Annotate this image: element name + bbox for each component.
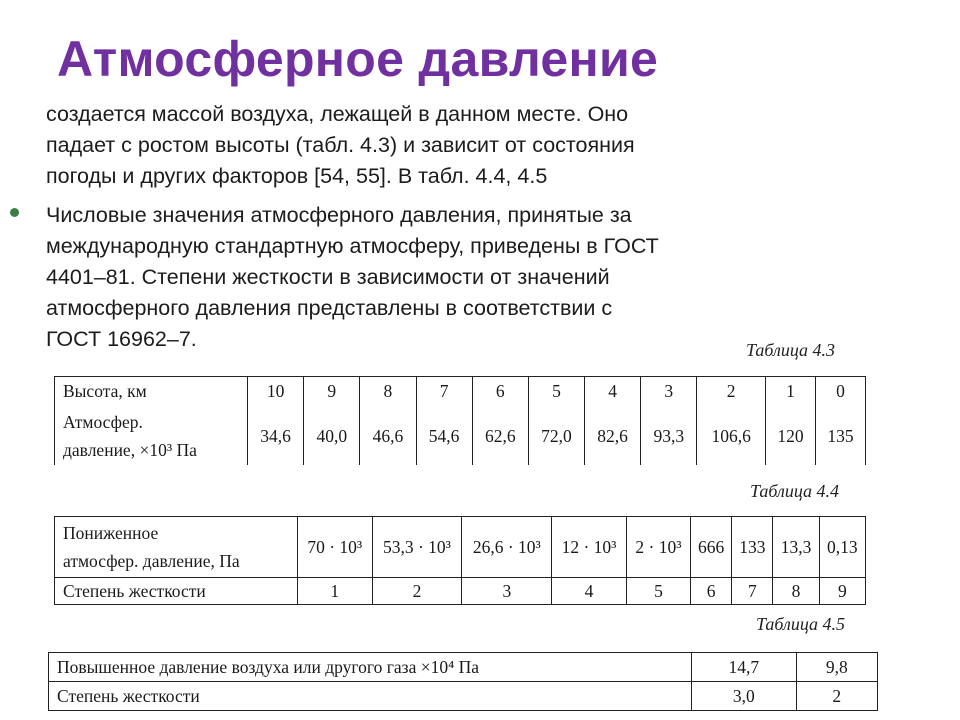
table-4-3-caption: Таблица 4.3 bbox=[746, 340, 836, 360]
table-4-5 bbox=[48, 652, 878, 711]
intro-line: падает с ростом высоты (табл. 4.3) и зависит от состояния bbox=[46, 133, 635, 157]
table-4-5-row2-label: Степень жесткости bbox=[49, 682, 692, 711]
table-cell: 53,3 · 10³ bbox=[372, 517, 462, 578]
table-cell: 135 bbox=[815, 407, 865, 465]
table-4-4-row2-label: Степень жесткости bbox=[55, 578, 298, 605]
table-cell: 13,3 bbox=[773, 517, 819, 578]
label-line: давление, ×10³ Па bbox=[63, 440, 197, 460]
table-cell: 8 bbox=[360, 377, 416, 408]
table-cell: 666 bbox=[691, 517, 732, 578]
table-cell: 4 bbox=[585, 377, 641, 408]
table-cell: 46,6 bbox=[360, 407, 416, 465]
table-cell: 0,13 bbox=[819, 517, 865, 578]
table-4-5-row1-label: Повышенное давление воздуха или другого газа ×10⁴ Па bbox=[49, 653, 692, 682]
table-cell: 6 bbox=[691, 578, 732, 605]
table-4-4 bbox=[54, 516, 866, 605]
table-cell: 72,0 bbox=[528, 407, 584, 465]
table-cell: 2 · 10³ bbox=[626, 517, 690, 578]
table-4-4-row1-label bbox=[55, 517, 298, 578]
table-4-3-row2-label bbox=[55, 407, 248, 465]
table-cell: 54,6 bbox=[416, 407, 472, 465]
table-cell: 6 bbox=[472, 377, 528, 408]
table-cell: 3 bbox=[641, 377, 697, 408]
label-line: Атмосфер. bbox=[63, 412, 143, 432]
bullet-line: ГОСТ 16962–7. bbox=[46, 327, 197, 351]
table-4-4-caption: Таблица 4.4 bbox=[750, 481, 840, 501]
table-cell: 8 bbox=[773, 578, 819, 605]
table-cell: 9,8 bbox=[796, 653, 877, 682]
table-cell: 12 · 10³ bbox=[552, 517, 627, 578]
bullet-line: атмосферного давления представлены в соответствии с bbox=[46, 296, 613, 320]
table-cell: 4 bbox=[552, 578, 627, 605]
table-cell: 82,6 bbox=[585, 407, 641, 465]
table-cell: 106,6 bbox=[697, 407, 766, 465]
table-cell: 5 bbox=[528, 377, 584, 408]
table-cell: 40,0 bbox=[304, 407, 360, 465]
table-cell: 3,0 bbox=[692, 682, 797, 711]
table-cell: 14,7 bbox=[692, 653, 797, 682]
table-cell: 2 bbox=[697, 377, 766, 408]
table-cell: 26,6 · 10³ bbox=[462, 517, 552, 578]
bullet-paragraph bbox=[46, 200, 806, 355]
bullet-line: Числовые значения атмосферного давления, принятые за bbox=[46, 203, 632, 227]
table-cell: 5 bbox=[626, 578, 690, 605]
table-cell: 2 bbox=[372, 578, 462, 605]
label-line: Пониженное bbox=[63, 523, 159, 543]
table-cell: 9 bbox=[819, 578, 865, 605]
table-cell: 34,6 bbox=[248, 407, 304, 465]
table-cell: 0 bbox=[815, 377, 865, 408]
intro-line: создается массой воздуха, лежащей в данном месте. Оно bbox=[46, 102, 629, 126]
bullet-line: международную стандартную атмосферу, приведены в ГОСТ bbox=[46, 234, 659, 258]
table-cell: 1 bbox=[765, 377, 815, 408]
table-4-5-caption: Таблица 4.5 bbox=[756, 614, 846, 634]
table-cell: 2 bbox=[796, 682, 877, 711]
table-cell: 93,3 bbox=[641, 407, 697, 465]
label-line: атмосфер. давление, Па bbox=[63, 551, 240, 571]
table-cell: 70 · 10³ bbox=[298, 517, 373, 578]
table-cell: 9 bbox=[304, 377, 360, 408]
table-cell: 3 bbox=[462, 578, 552, 605]
slide-title: Атмосферное давление bbox=[57, 31, 659, 87]
table-cell: 62,6 bbox=[472, 407, 528, 465]
intro-paragraph bbox=[46, 99, 806, 192]
table-cell: 1 bbox=[298, 578, 373, 605]
table-cell: 7 bbox=[732, 578, 773, 605]
table-cell: 7 bbox=[416, 377, 472, 408]
table-cell: 120 bbox=[765, 407, 815, 465]
table-cell: 133 bbox=[732, 517, 773, 578]
table-4-3 bbox=[54, 376, 866, 465]
intro-line: погоды и других факторов [54, 55]. В табл. 4.4, 4.5 bbox=[46, 164, 548, 188]
bullet-dot-icon bbox=[10, 208, 19, 217]
table-cell: 10 bbox=[248, 377, 304, 408]
bullet-line: 4401–81. Степени жесткости в зависимости от значений bbox=[46, 265, 610, 289]
table-4-3-row1-label: Высота, км bbox=[55, 377, 248, 408]
